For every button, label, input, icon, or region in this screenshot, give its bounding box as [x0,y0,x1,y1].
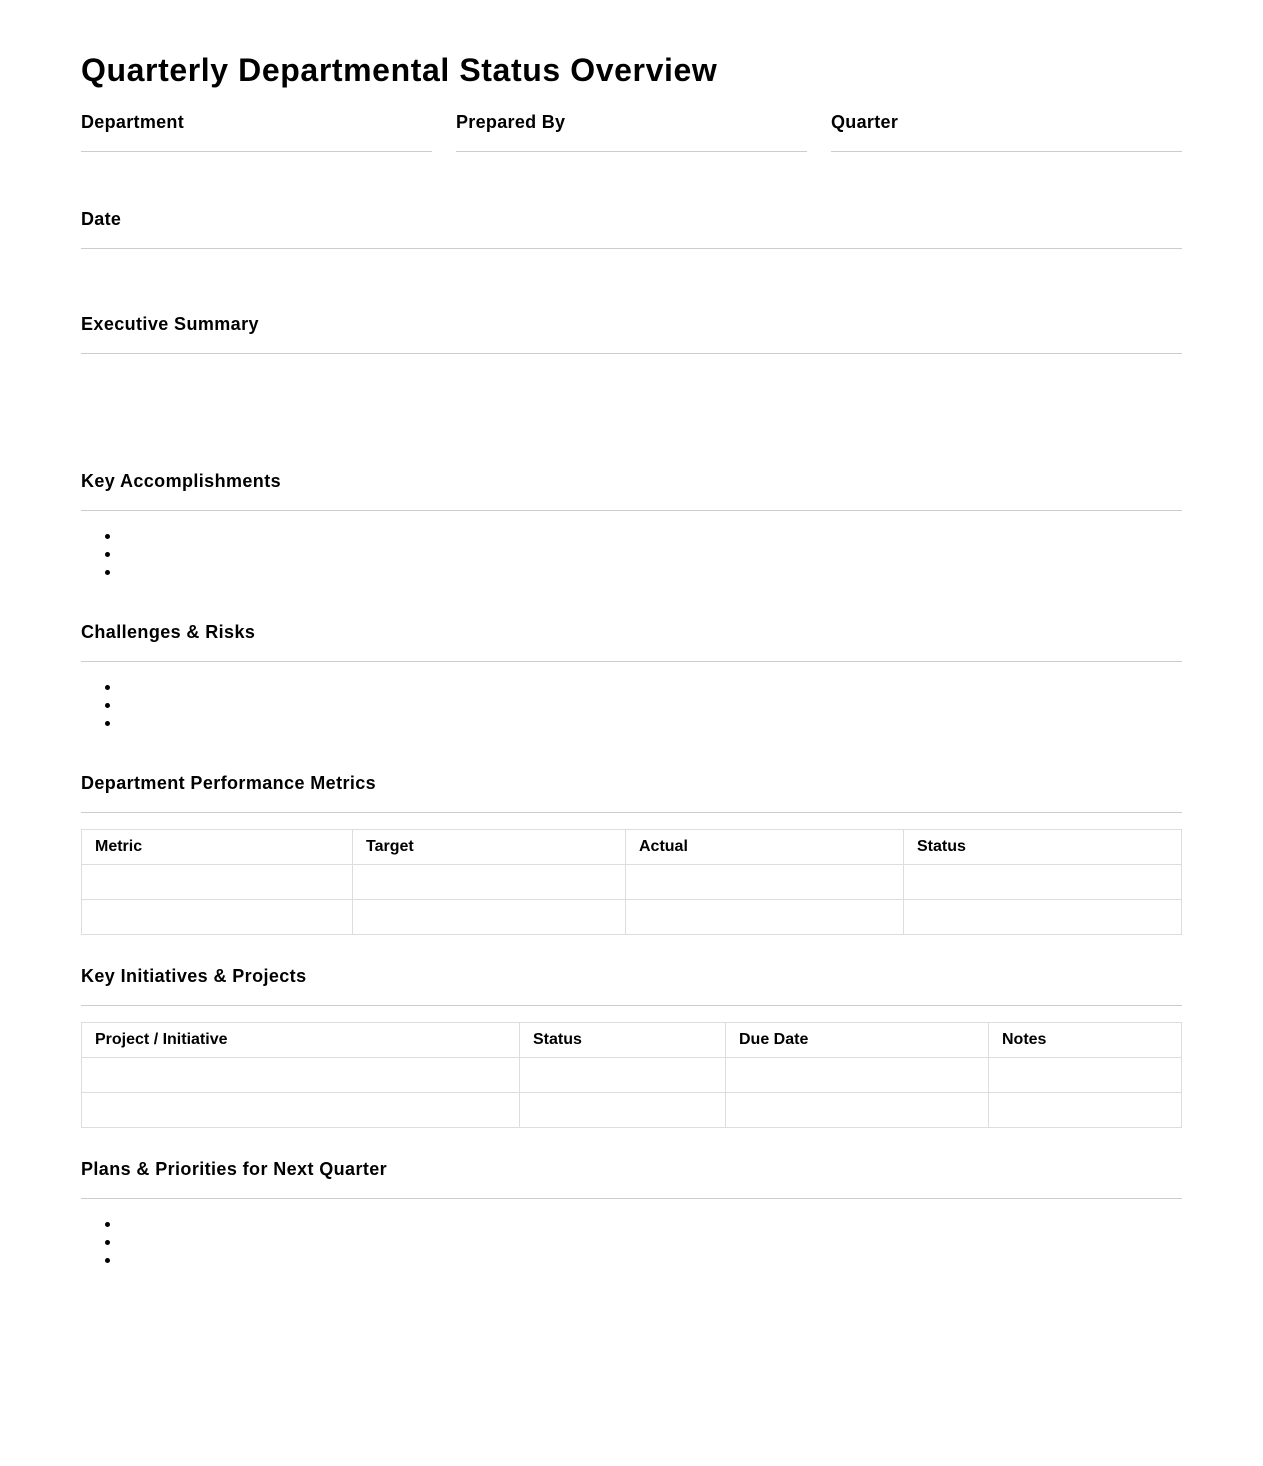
column-header-status: Status [904,830,1182,865]
page-title: Quarterly Departmental Status Overview [81,52,718,88]
prepared-by-label: Prepared By [456,112,566,132]
key-accomplishments-heading: Key Accomplishments [81,471,281,491]
bullet-icon [105,1258,110,1263]
prepared-by-field[interactable] [456,110,807,152]
table-cell[interactable] [520,1058,726,1093]
date-field[interactable] [81,207,1182,249]
date-label: Date [81,209,122,229]
next-quarter-list [81,1215,681,1269]
list-item[interactable] [81,545,681,563]
executive-summary-content[interactable] [81,358,1182,458]
list-item[interactable] [81,696,681,714]
table-row [82,1058,1182,1093]
list-item[interactable] [81,527,681,545]
list-item[interactable] [81,678,681,696]
initiatives-projects-table [81,1022,1182,1128]
quarter-label: Quarter [831,112,899,132]
list-item[interactable] [81,714,681,732]
table-cell[interactable] [82,1058,520,1093]
bullet-icon [105,1240,110,1245]
performance-metrics-heading: Department Performance Metrics [81,773,377,793]
list-item[interactable] [81,1251,681,1269]
list-item[interactable] [81,1215,681,1233]
bullet-icon [105,703,110,708]
quarter-field[interactable] [831,110,1182,152]
table-header-row [82,1023,1182,1058]
table-row [82,1093,1182,1128]
key-accomplishments-divider [81,510,1182,511]
column-header-metric: Metric [82,830,353,865]
table-row [82,865,1182,900]
table-cell[interactable] [904,865,1182,900]
table-cell[interactable] [626,865,904,900]
next-quarter-heading: Plans & Priorities for Next Quarter [81,1159,388,1179]
bullet-icon [105,552,110,557]
department-field[interactable] [81,110,432,152]
bullet-icon [105,685,110,690]
initiatives-projects-heading: Key Initiatives & Projects [81,966,307,986]
column-header-notes: Notes [989,1023,1182,1058]
executive-summary-divider [81,353,1182,354]
bullet-icon [105,721,110,726]
column-header-actual: Actual [626,830,904,865]
table-cell[interactable] [989,1093,1182,1128]
performance-metrics-table [81,829,1182,935]
table-cell[interactable] [82,1093,520,1128]
list-item[interactable] [81,1233,681,1251]
executive-summary-heading: Executive Summary [81,314,259,334]
table-cell[interactable] [82,900,353,935]
department-label: Department [81,112,185,132]
table-cell[interactable] [989,1058,1182,1093]
table-cell[interactable] [520,1093,726,1128]
table-cell[interactable] [353,865,626,900]
key-accomplishments-list [81,527,681,581]
bullet-icon [105,534,110,539]
challenges-risks-divider [81,661,1182,662]
column-header-target: Target [353,830,626,865]
table-header-row [82,830,1182,865]
challenges-risks-heading: Challenges & Risks [81,622,256,642]
table-row [82,900,1182,935]
list-item[interactable] [81,563,681,581]
table-cell[interactable] [726,1058,989,1093]
bullet-icon [105,1222,110,1227]
challenges-risks-list [81,678,681,732]
table-cell[interactable] [353,900,626,935]
column-header-status: Status [520,1023,726,1058]
bullet-icon [105,570,110,575]
table-cell[interactable] [904,900,1182,935]
table-cell[interactable] [626,900,904,935]
column-header-due-date: Due Date [726,1023,989,1058]
next-quarter-divider [81,1198,1182,1199]
table-cell[interactable] [82,865,353,900]
initiatives-projects-divider [81,1005,1182,1006]
performance-metrics-divider [81,812,1182,813]
column-header-project: Project / Initiative [82,1023,520,1058]
table-cell[interactable] [726,1093,989,1128]
